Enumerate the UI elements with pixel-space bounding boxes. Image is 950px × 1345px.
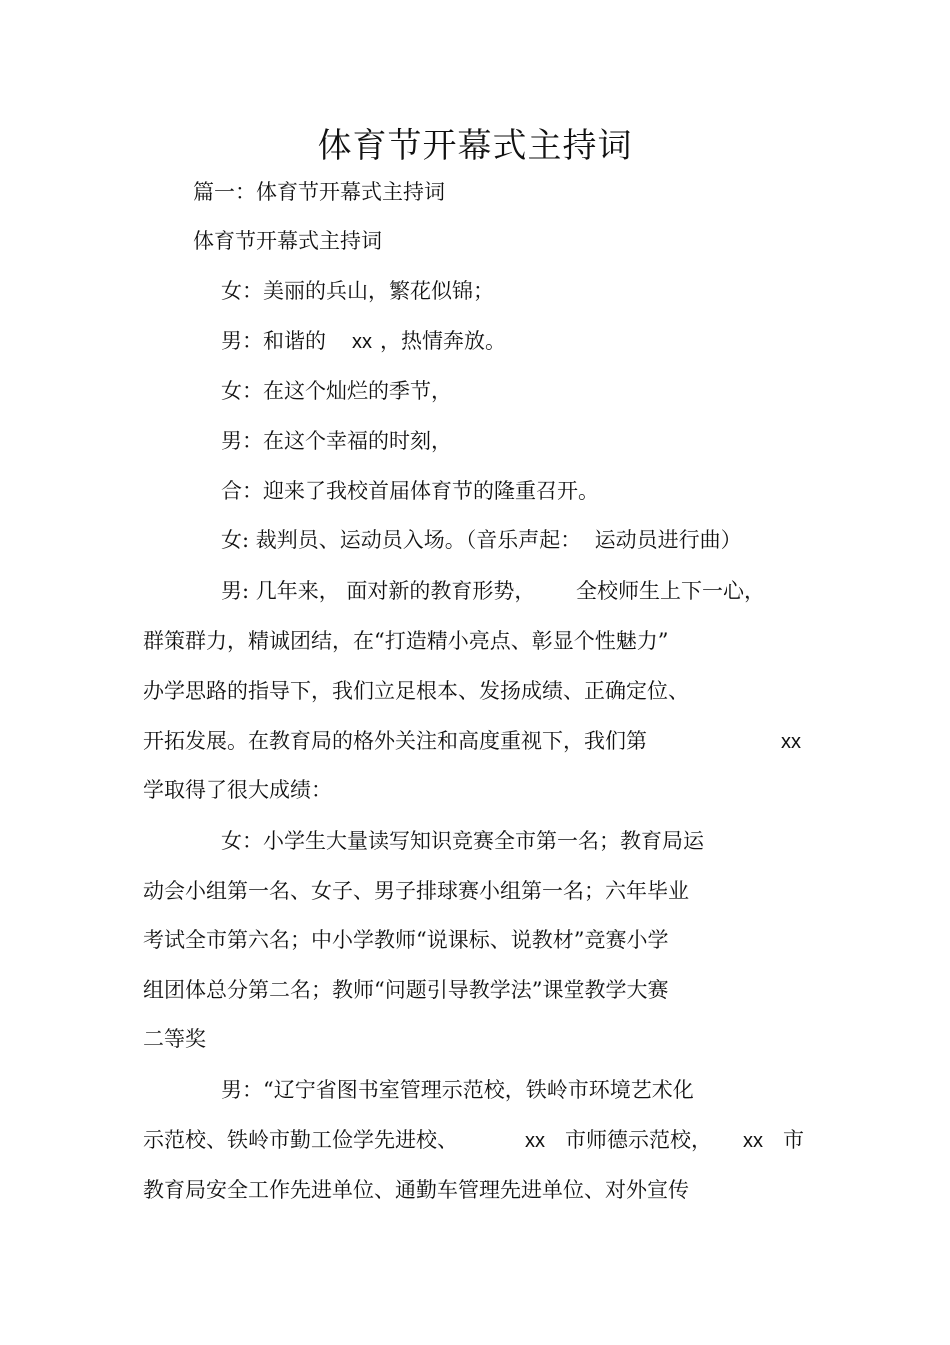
paragraph-line: 群策群力，精诚团结，在“打造精小亮点、彰显个性魅力”	[143, 629, 669, 653]
paragraph-line: 女：在这个灿烂的季节，	[221, 379, 452, 403]
paragraph-line: 全校师生上下一心，	[576, 579, 765, 603]
paragraph-line: 男：和谐的	[221, 329, 326, 353]
subtitle: 体育节开幕式主持词	[193, 229, 382, 253]
paragraph-line: 开拓发展。在教育局的格外关注和高度重视下，我们第	[143, 729, 647, 753]
paragraph-line: 男: 几年来， 面对新的教育形势，	[221, 579, 536, 603]
placeholder-xx: xx	[525, 1130, 545, 1152]
paragraph-line: 女: 裁判员、运动员入场。（音乐声起： 运动员进行曲）	[221, 528, 742, 552]
paragraph-line: 男：“辽宁省图书室管理示范校，铁岭市环境艺术化	[221, 1078, 694, 1102]
paragraph-line: 女：小学生大量读写知识竞赛全市第一名；教育局运	[221, 829, 704, 853]
section-label: 篇一：体育节开幕式主持词	[193, 180, 445, 204]
paragraph-line: 组团体总分第二名；教师“问题引导教学法”课堂教学大赛	[143, 978, 669, 1002]
paragraph-line: ，热情奔放。	[380, 329, 506, 353]
paragraph-line: 办学思路的指导下，我们立足根本、发扬成绩、正确定位、	[143, 679, 689, 703]
paragraph-line: 学取得了很大成绩：	[143, 778, 332, 802]
paragraph-line: 市	[783, 1128, 804, 1152]
placeholder-xx: xx	[781, 731, 801, 753]
paragraph-line: 市师德示范校，	[565, 1128, 712, 1152]
paragraph-line: 合：迎来了我校首届体育节的隆重召开。	[221, 479, 599, 503]
placeholder-xx: xx	[352, 331, 372, 353]
paragraph-line: 示范校、铁岭市勤工俭学先进校、	[143, 1128, 458, 1152]
paragraph-line: 男：在这个幸福的时刻，	[221, 429, 452, 453]
paragraph-line: 女：美丽的兵山，繁花似锦；	[221, 279, 494, 303]
paragraph-line: 考试全市第六名；中小学教师“说课标、说教材”竞赛小学	[143, 928, 669, 952]
paragraph-line: 二等奖	[143, 1027, 206, 1051]
paragraph-line: 教育局安全工作先进单位、通勤车管理先进单位、对外宣传	[143, 1178, 689, 1202]
placeholder-xx: xx	[743, 1130, 763, 1152]
paragraph-line: 动会小组第一名、女子、男子排球赛小组第一名；六年毕业	[143, 879, 689, 903]
document-title: 体育节开幕式主持词	[317, 126, 633, 166]
